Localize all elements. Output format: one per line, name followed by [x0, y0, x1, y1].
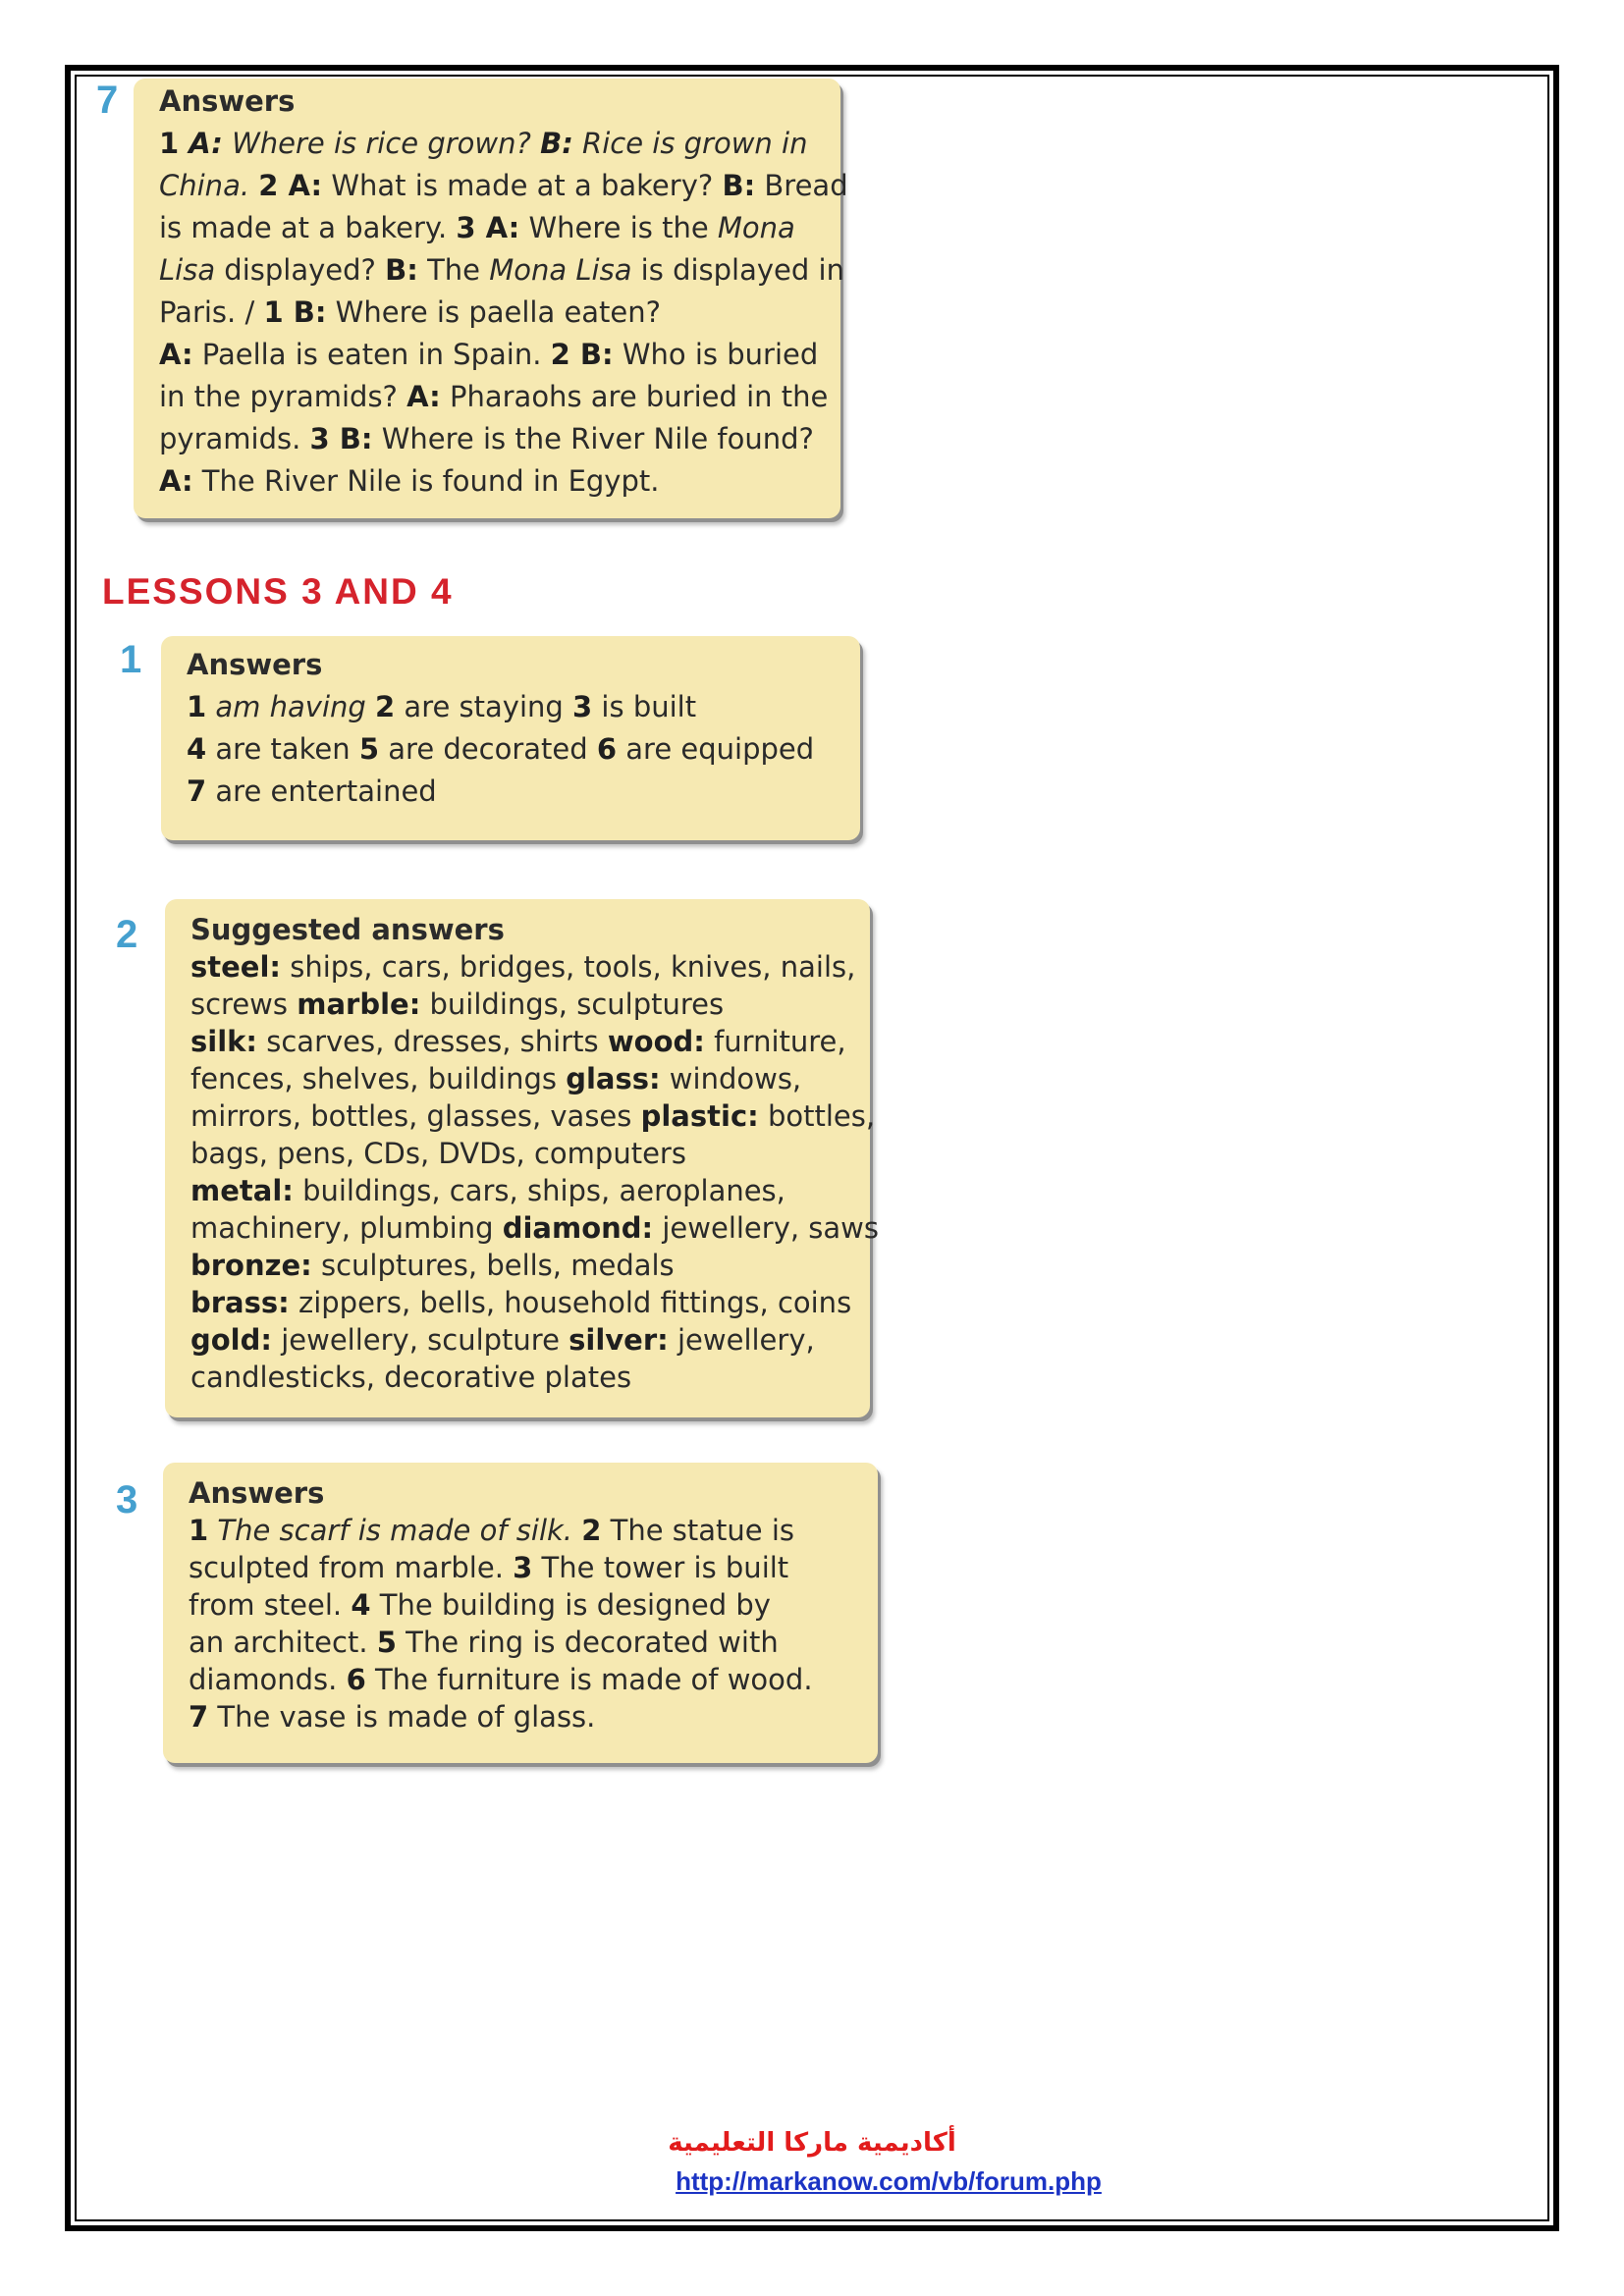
answer-text-run: bronze: — [190, 1249, 312, 1282]
answer-text-run: 7 — [189, 1700, 209, 1734]
answer-text-run: candlesticks, decorative plates — [190, 1361, 632, 1394]
answer-text-run: bags, pens, CDs, DVDs, computers — [190, 1137, 686, 1170]
answer-text-run: B: — [385, 253, 418, 287]
answer-text-run: zippers, bells, household fittings, coins — [289, 1286, 852, 1319]
answer-text-run: The tower is built — [532, 1551, 789, 1584]
section-heading: LESSONS 3 AND 4 — [102, 571, 454, 612]
answer-text-run: 2 — [581, 1514, 602, 1547]
answer-text-run: screws — [190, 988, 298, 1021]
answer-box-exercise-1 — [161, 636, 860, 840]
answer-line — [190, 1321, 870, 1359]
answer-lines — [187, 686, 860, 813]
answer-text-run: 3 A: — [456, 211, 520, 244]
answer-text-run: 5 — [358, 732, 380, 766]
answer-text-run: jewellery, saws — [653, 1211, 880, 1245]
answer-text-run: Pharaohs are buried in the — [440, 380, 829, 413]
exercise-number: 1 — [120, 638, 142, 681]
answer-line — [159, 334, 840, 376]
answer-text-run: Rice is grown in — [572, 127, 808, 160]
answer-box-title: Answers — [189, 1476, 325, 1510]
footer-academy-name: أكاديمية ماركا التعليمية — [668, 2128, 956, 2158]
answer-text-run: The River Nile is found in Egypt. — [192, 464, 660, 498]
answer-box-title: Answers — [187, 648, 323, 681]
answer-text-run: 6 — [346, 1663, 366, 1696]
answer-line — [189, 1698, 878, 1735]
answer-text-run: 2 A: — [258, 169, 323, 202]
answer-text-run: metal: — [190, 1174, 294, 1207]
answer-text-run: buildings, cars, ships, aeroplanes, — [293, 1174, 785, 1207]
answer-text-run: pyramids. — [159, 422, 310, 455]
answer-box-exercise-2 — [165, 899, 880, 1417]
answer-text-run: glass: — [566, 1062, 661, 1095]
answer-box-exercise-7 — [134, 79, 848, 518]
answer-text-run: silver: — [568, 1323, 669, 1357]
answer-text-run: The scarf is made of silk. — [208, 1514, 573, 1547]
answer-text-run: Bread — [755, 169, 848, 202]
answer-text-run: Where is paella eaten? — [326, 295, 662, 329]
answer-text-run: brass: — [190, 1286, 290, 1319]
answer-text-run: The furniture is made of wood. — [365, 1663, 813, 1696]
answer-text-run: Mona Lisa — [489, 253, 632, 287]
answer-text-run: 3 B: — [309, 422, 373, 455]
answer-box-title: Answers — [159, 84, 296, 118]
answer-text-run: The building is designed by — [370, 1588, 771, 1622]
answer-text-run — [572, 1514, 581, 1547]
answer-text-run: 5 — [376, 1626, 397, 1659]
answer-line — [190, 986, 870, 1023]
answer-text-run: wood: — [607, 1025, 705, 1058]
answer-text-run: 3 — [572, 690, 593, 723]
answer-line — [190, 1023, 870, 1060]
answer-text-run: 2 B: — [550, 338, 614, 371]
answer-text-run: jewellery, sculpture — [271, 1323, 569, 1357]
answer-text-run: in the pyramids? — [159, 380, 407, 413]
answer-text-run: diamond: — [502, 1211, 654, 1245]
answer-line — [190, 1209, 880, 1247]
answer-text-run: sculptures, bells, medals — [311, 1249, 675, 1282]
answer-text-run: furniture, — [704, 1025, 846, 1058]
answer-text-run: 7 — [187, 774, 207, 808]
answer-text-run: Where is the — [519, 211, 718, 244]
answer-text-run: machinery, plumbing — [190, 1211, 503, 1245]
answer-text-run: ships, cars, bridges, tools, knives, nails, — [281, 950, 856, 984]
answer-box-title: Suggested answers — [190, 913, 505, 946]
answer-text-run: buildings, sculptures — [420, 988, 725, 1021]
answer-text-run: an architect. — [189, 1626, 377, 1659]
answer-text-run: 4 — [351, 1588, 371, 1622]
answer-text-run: Paris. / — [159, 295, 264, 329]
answer-text-run: gold: — [190, 1323, 272, 1357]
answer-line — [189, 1661, 878, 1698]
answer-text-run: are staying — [395, 690, 573, 723]
answer-line — [190, 1097, 876, 1135]
answer-text-run: marble: — [297, 988, 421, 1021]
exercise-number: 7 — [96, 79, 119, 122]
answer-text-run: is built — [592, 690, 697, 723]
answer-text-run: 3 — [513, 1551, 533, 1584]
answer-text-run: A: — [159, 464, 193, 498]
answer-text-run: are equipped — [617, 732, 815, 766]
answer-line — [159, 249, 844, 292]
answer-text-run: steel: — [190, 950, 281, 984]
answer-text-run: plastic: — [640, 1099, 759, 1133]
answer-text-run: 6 — [596, 732, 618, 766]
answer-text-run: from steel. — [189, 1588, 352, 1622]
answer-text-run: A: — [406, 380, 441, 413]
answer-lines — [190, 948, 880, 1396]
answer-line — [190, 1135, 870, 1172]
answer-text-run: 1 — [189, 1514, 209, 1547]
answer-text-run: Where is rice grown? — [222, 127, 541, 160]
answer-line — [159, 207, 840, 249]
answer-text-run: Who is buried — [613, 338, 819, 371]
answer-text-run: are entertained — [206, 774, 437, 808]
answer-text-run: 2 — [375, 690, 396, 723]
exercise-number: 2 — [116, 913, 138, 956]
answer-text-run: Where is the River Nile found? — [372, 422, 814, 455]
answer-line — [190, 1247, 870, 1284]
answer-text-run: Paella is eaten in Spain. — [192, 338, 551, 371]
answer-text-run: The — [417, 253, 490, 287]
answer-line — [159, 123, 840, 165]
answer-text-run: B: — [540, 127, 573, 160]
answer-text-run: A: — [159, 338, 193, 371]
answer-line — [159, 376, 840, 418]
answer-line — [159, 418, 840, 460]
answer-text-run: mirrors, bottles, glasses, vases — [190, 1099, 641, 1133]
answer-text-run: 4 — [187, 732, 207, 766]
answer-line — [189, 1512, 878, 1549]
answer-text-run: diamonds. — [189, 1663, 347, 1696]
answer-text-run: A: — [189, 127, 223, 160]
answer-line — [190, 948, 870, 986]
answer-text-run: B: — [722, 169, 756, 202]
answer-text-run: am having — [206, 690, 376, 723]
answer-line — [189, 1586, 878, 1624]
answer-text-run: windows, — [660, 1062, 802, 1095]
answer-line — [190, 1172, 870, 1209]
answer-text-run: are taken — [206, 732, 359, 766]
answer-line — [187, 728, 860, 771]
answer-text-run: are decorated — [379, 732, 597, 766]
answer-line — [159, 460, 840, 503]
answer-box-exercise-3 — [163, 1463, 878, 1763]
answer-text-run: silk: — [190, 1025, 258, 1058]
answer-line — [159, 292, 840, 334]
answer-line — [190, 1284, 870, 1321]
answer-text-run: is displayed in — [631, 253, 844, 287]
answer-text-run: fences, shelves, buildings — [190, 1062, 567, 1095]
answer-line — [187, 771, 860, 813]
answer-line — [189, 1549, 878, 1586]
answer-lines — [159, 123, 848, 503]
answer-text-run: Mona — [717, 211, 795, 244]
footer-forum-link[interactable]: http://markanow.com/vb/forum.php — [676, 2166, 1102, 2196]
answer-text-run: scarves, dresses, shirts — [257, 1025, 608, 1058]
answer-text-run: Lisa — [159, 253, 216, 287]
answer-text-run: 1 — [159, 127, 189, 160]
answer-text-run: The statue is — [601, 1514, 795, 1547]
exercise-number: 3 — [116, 1478, 138, 1522]
answer-line — [187, 686, 860, 728]
answer-text-run: is made at a bakery. — [159, 211, 457, 244]
answer-text-run: China. — [159, 169, 250, 202]
answer-text-run: 1 — [187, 690, 207, 723]
answer-lines — [189, 1512, 878, 1735]
answer-text-run: displayed? — [215, 253, 386, 287]
answer-line — [159, 165, 848, 207]
answer-text-run — [249, 169, 258, 202]
answer-text-run: The vase is made of glass. — [208, 1700, 596, 1734]
answer-text-run: sculpted from marble. — [189, 1551, 514, 1584]
answer-line — [190, 1060, 870, 1097]
answer-text-run: jewellery, — [668, 1323, 815, 1357]
answer-line — [190, 1359, 870, 1396]
answer-text-run: What is made at a bakery? — [322, 169, 723, 202]
answer-text-run: bottles, — [758, 1099, 876, 1133]
answer-text-run: The ring is decorated with — [396, 1626, 779, 1659]
answer-text-run: 1 B: — [263, 295, 327, 329]
answer-line — [189, 1624, 878, 1661]
